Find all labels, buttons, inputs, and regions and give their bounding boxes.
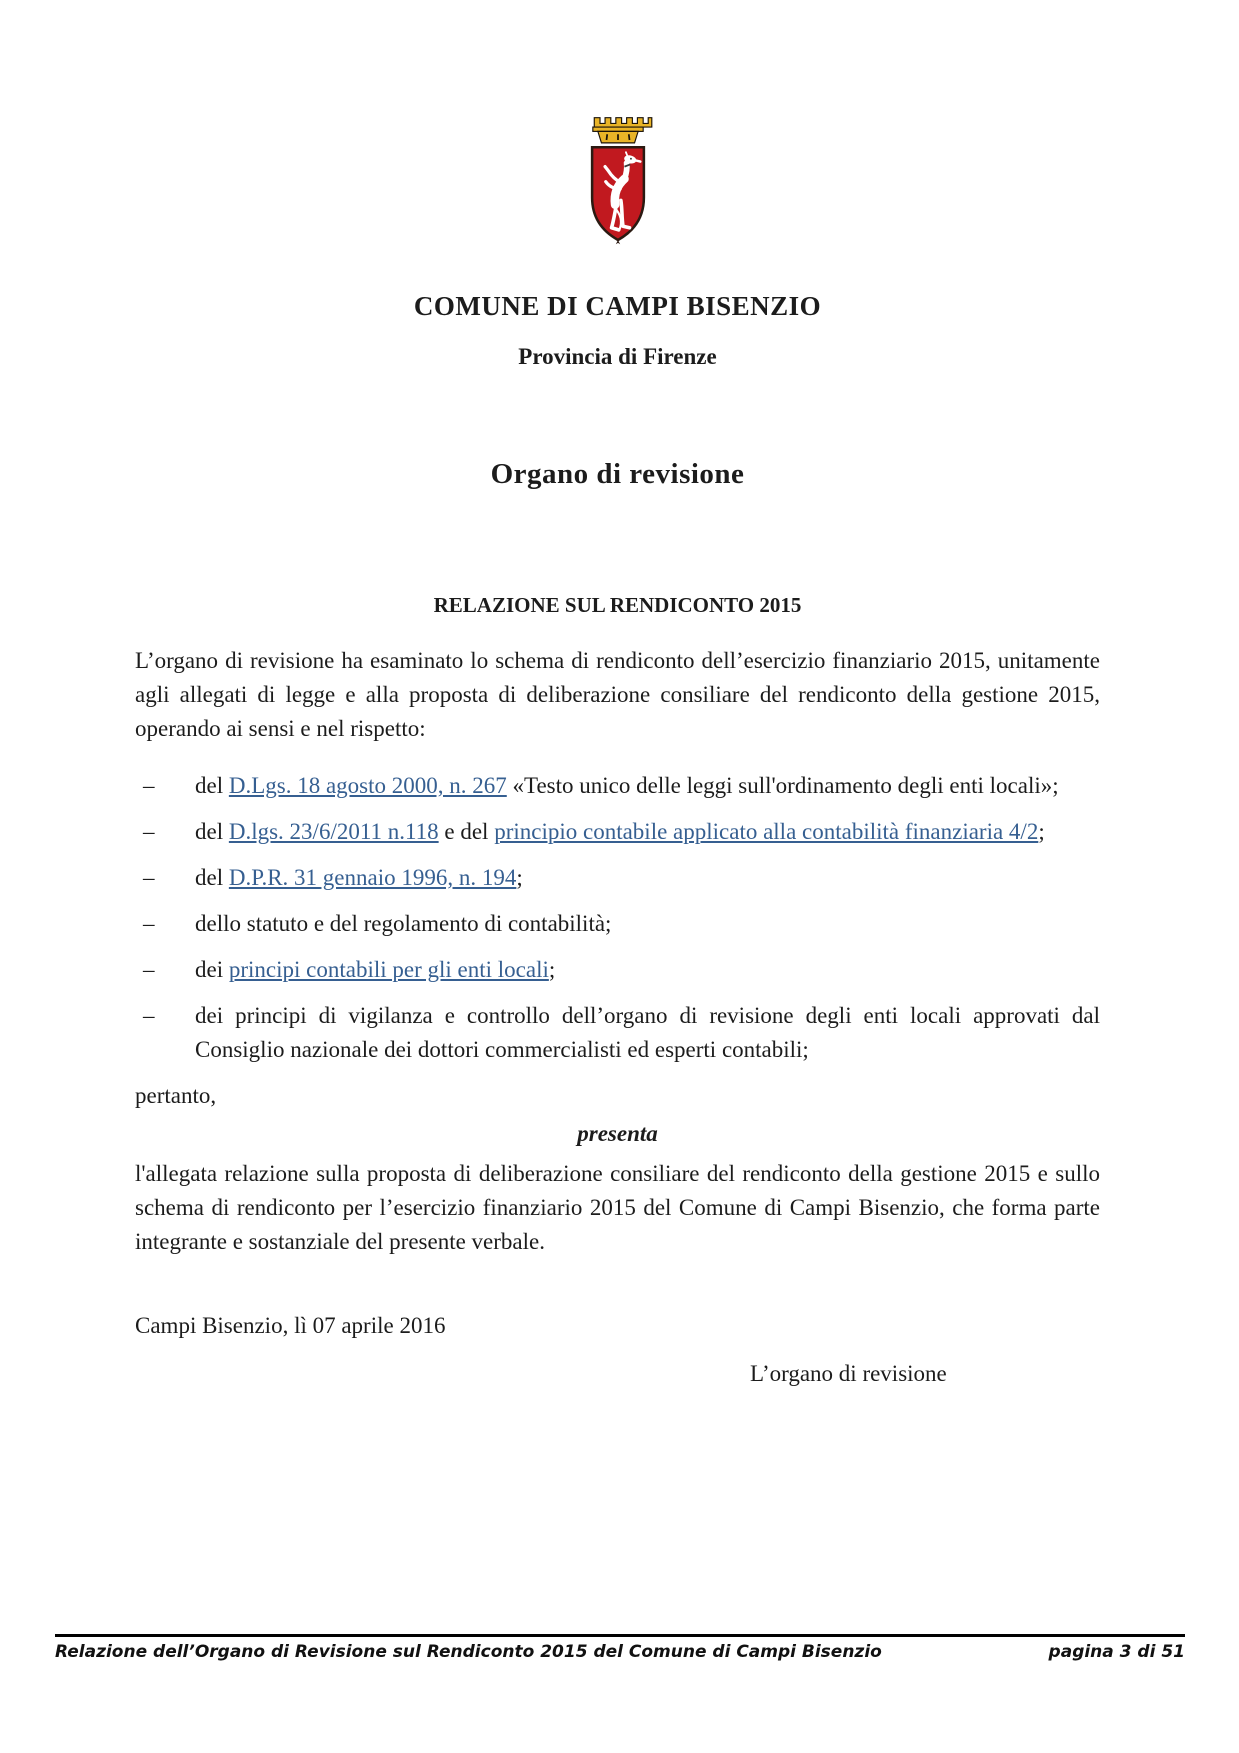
- legal-reference-link[interactable]: D.lgs. 23/6/2011 n.118: [228, 819, 439, 844]
- closing-paragraph: l'allegata relazione sulla proposta di deliberazione consiliare del rendiconto della gestione 2015 e sullo schema di rendiconto per l’esercizio finanziario 2015 del Comune di Campi Bisenzio, che forma parte integrante e sostanziale del presente verbale.: [135, 1161, 1100, 1254]
- list-dash-marker: –: [143, 819, 155, 844]
- list-dash-marker: –: [143, 865, 155, 890]
- footer-page-number: pagina 3 di 51: [1048, 1642, 1185, 1662]
- list-item: [135, 953, 1100, 987]
- list-dash-marker: –: [143, 911, 155, 936]
- date-line: Campi Bisenzio, lì 07 aprile 2016: [135, 1313, 446, 1338]
- legal-reference-link[interactable]: principi contabili per gli enti locali: [228, 957, 549, 982]
- signature-line: L’organo di revisione: [750, 1361, 947, 1386]
- page-footer: [55, 1634, 1185, 1662]
- province-subtitle: Provincia di Firenze: [518, 344, 717, 369]
- legal-reference-link[interactable]: D.Lgs. 18 agosto 2000, n. 267: [228, 773, 507, 798]
- shield-icon: [592, 147, 644, 244]
- intro-paragraph: L’organo di revisione ha esaminato lo schema di rendiconto dell’esercizio finanziario 2015, unitamente agli allegati di legge e alla proposta di deliberazione consiliare del rendiconto della gestione 2015, operando ai sensi e nel rispetto:: [135, 648, 1100, 741]
- connective-text: pertanto,: [135, 1083, 217, 1108]
- list-item-text: dello statuto e del regolamento di contabilità;: [195, 911, 612, 936]
- list-dash-marker: –: [143, 773, 155, 798]
- list-item: [135, 861, 1100, 895]
- page-title: Organo di revisione: [490, 458, 745, 490]
- municipal-coat-of-arms: [135, 117, 1100, 245]
- list-item: [135, 769, 1100, 803]
- coat-of-arms-graphic: [581, 117, 655, 245]
- footer-document-title: Relazione dell’Organo di Revisione sul Rendiconto 2015 del Comune di Campi Bisenzio: [55, 1642, 882, 1662]
- legal-references-list: [135, 769, 1100, 1067]
- legal-reference-link[interactable]: principio contabile applicato alla contabilità finanziaria 4/2: [494, 819, 1039, 844]
- municipality-title: COMUNE DI CAMPI BISENZIO: [413, 291, 822, 321]
- mural-crown-icon: [592, 118, 651, 143]
- list-item-text: dei principi di vigilanza e controllo dell’organo di revisione degli enti locali approvati dal Consiglio nazionale dei dottori commercialisti ed esperti contabili;: [195, 1003, 1100, 1062]
- greyhound-eye: [630, 158, 632, 160]
- report-title: RELAZIONE SUL RENDICONTO 2015: [433, 593, 802, 617]
- list-item-text: del D.lgs. 23/6/2011 n.118 e del principio contabile applicato alla contabilità finanziaria 4/2;: [195, 819, 1045, 844]
- list-item-text: del D.Lgs. 18 agosto 2000, n. 267 «Testo unico delle leggi sull'ordinamento degli enti locali»;: [195, 773, 1059, 798]
- list-item: [135, 815, 1100, 849]
- emphasis-word: presenta: [577, 1121, 658, 1146]
- list-item: [135, 999, 1100, 1067]
- list-item-text: del D.P.R. 31 gennaio 1996, n. 194;: [195, 865, 523, 890]
- list-item: [135, 907, 1100, 941]
- list-dash-marker: –: [143, 1003, 155, 1028]
- list-item-text: dei principi contabili per gli enti locali;: [195, 957, 556, 982]
- list-dash-marker: –: [143, 957, 155, 982]
- legal-reference-link[interactable]: D.P.R. 31 gennaio 1996, n. 194: [228, 865, 517, 890]
